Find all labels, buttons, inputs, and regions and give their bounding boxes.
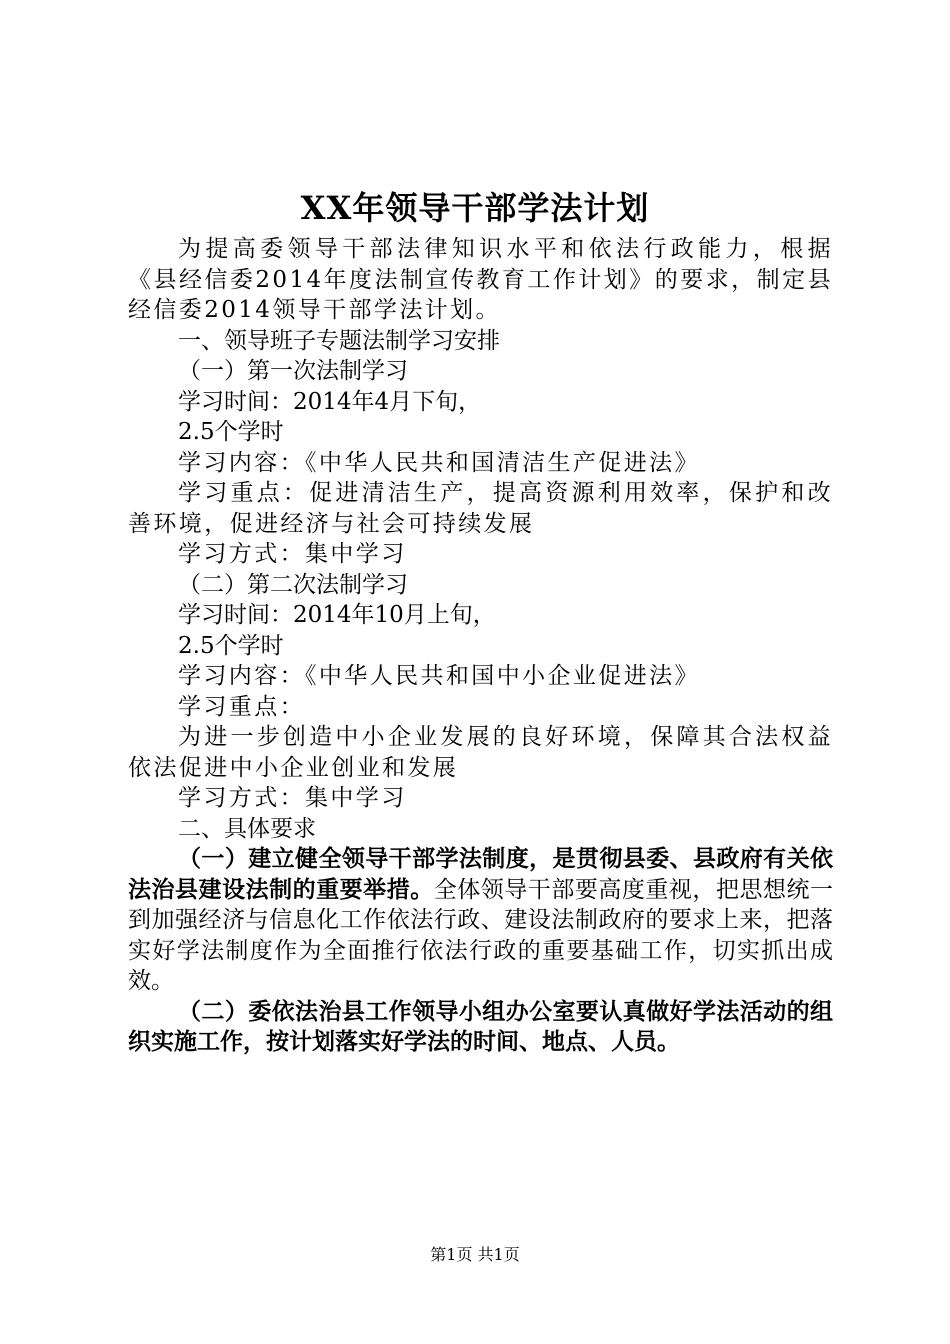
- study2-content: 学习内容：《中华人民共和国中小企业促进法》: [178, 663, 700, 689]
- intro-paragraph: 为提高委领导干部法律知识水平和依法行政能力，根据《县经信委2014年度法制宣传教育工作计划》的要求，制定县经信委2014领导干部学法计划。: [128, 236, 833, 323]
- study2-time: 学习时间：2014年10月上旬，: [178, 602, 496, 628]
- study2-method: 学习方式：集中学习: [178, 785, 407, 811]
- document-body: [128, 234, 833, 1058]
- document-title: XX年领导干部学法计划: [300, 189, 650, 227]
- study1-time: 学习时间：2014年4月下旬，: [178, 388, 482, 415]
- requirement1-paragraph: [128, 844, 833, 997]
- study1-hours: 2.5个学时: [178, 419, 284, 445]
- requirement2-paragraph: （二）委依法治县工作领导小组办公室要认真做好学法活动的组织实施工作，按计划落实好学法的时间、地点、人员。: [128, 998, 833, 1055]
- study2-focus-label: 学习重点：: [178, 693, 305, 720]
- study2-focus: 为进一步创造中小企业发展的良好环境，保障其合法权益依法促进中小企业创业和发展: [128, 724, 833, 781]
- study1-focus: 学习重点：促进清洁生产，提高资源利用效率，保护和改善环境，促进经济与社会可持续发展: [128, 480, 833, 537]
- requirement1-text: 全体领导干部要高度重视，把思想统一到加强经济与信息化工作依法行政、建设法制政府的要求上来，把落实好学法制度作为全面推行依法行政的重要基础工作，切实抓出成效。: [128, 876, 834, 994]
- section1-heading: 一、领导班子专题法制学习安排: [178, 327, 500, 354]
- study1-content: 学习内容：《中华人民共和国清洁生产促进法》: [178, 449, 700, 476]
- study1-method: 学习方式：集中学习: [178, 541, 407, 567]
- study1-heading: （一）第一次法制学习: [178, 358, 408, 384]
- requirement1-bold-text: （一）建立健全领导干部学法制度，是贯彻县委、县政府有关依法治县建设法制的重要举措。: [128, 846, 833, 903]
- study2-heading: （二）第二次法制学习: [178, 571, 408, 598]
- study2-hours: 2.5个学时: [178, 632, 284, 659]
- page-footer: 第1页 共1页: [430, 1245, 520, 1264]
- section2-heading: 二、具体要求: [178, 815, 316, 842]
